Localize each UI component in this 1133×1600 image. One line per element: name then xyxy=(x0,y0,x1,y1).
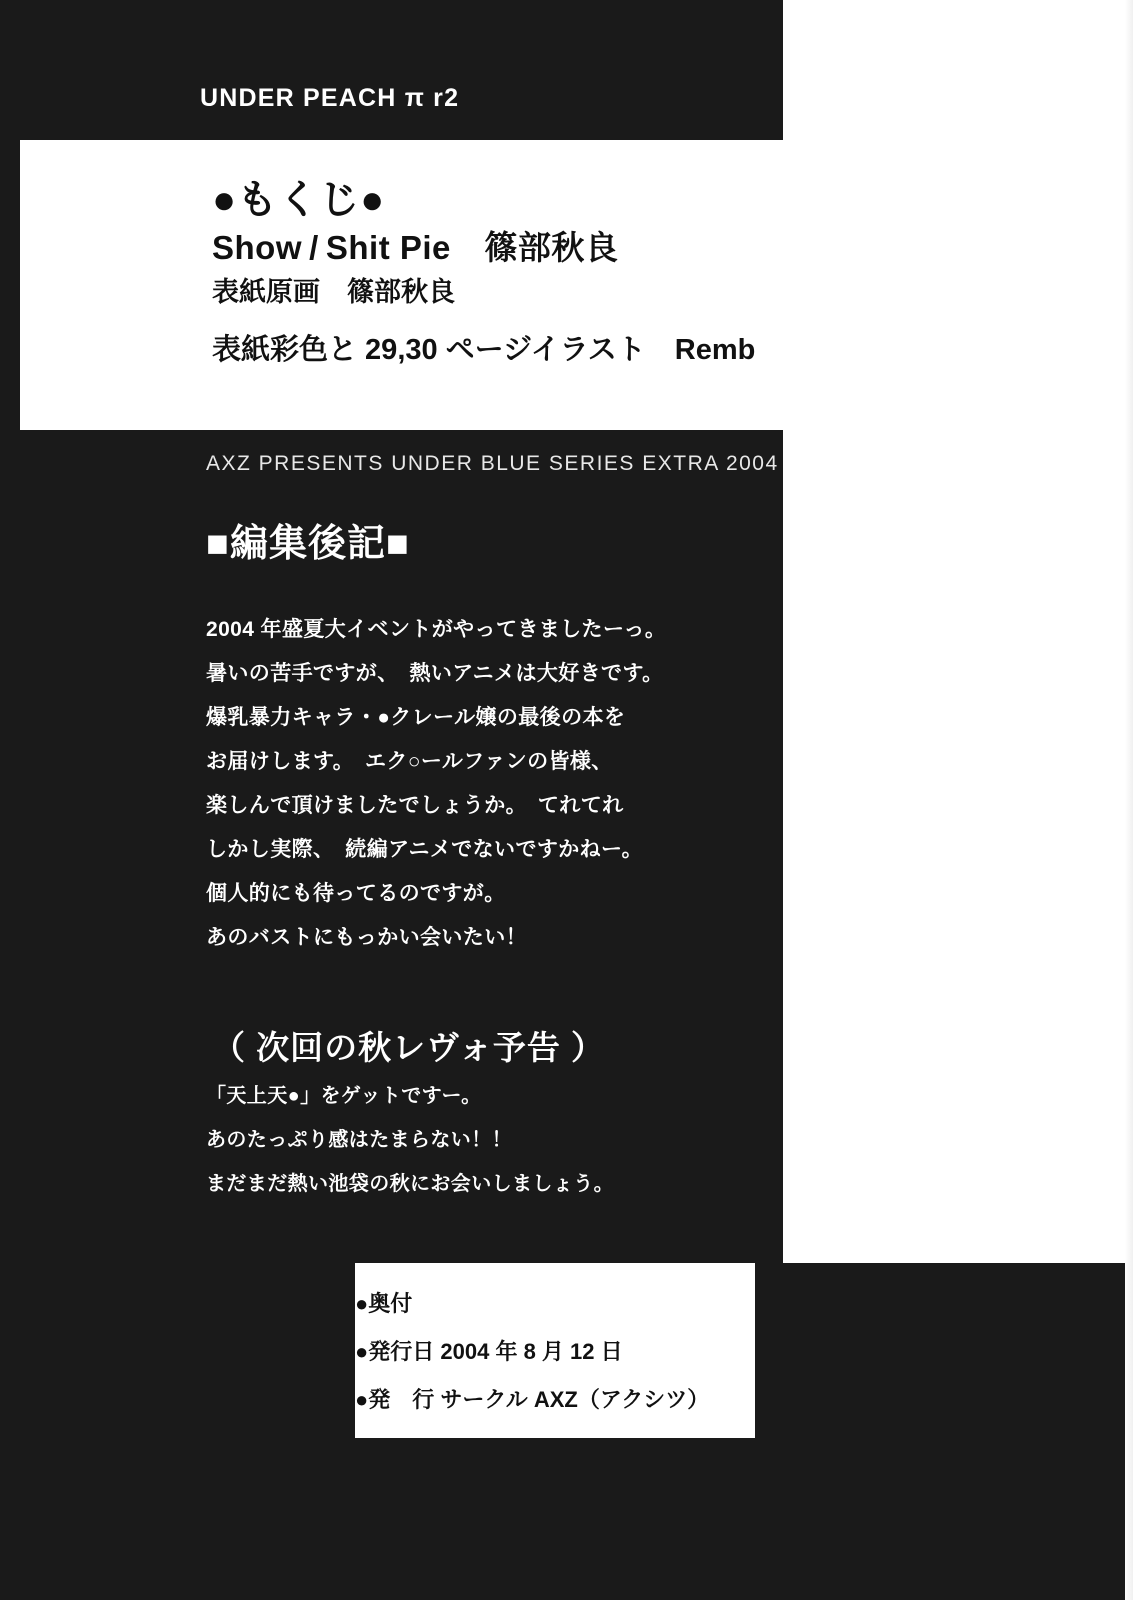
colophon-block xyxy=(355,1280,755,1424)
colophon-left-band xyxy=(0,1263,355,1600)
afterword-line: 2004 年盛夏大イベントがやってきましたーっ。 xyxy=(206,618,667,641)
afterword-line: 個人的にも待ってるのですが。 xyxy=(206,882,506,905)
right-lower-band xyxy=(755,1263,1133,1438)
next-issue-line: 「天上天●」をゲットですー。 xyxy=(206,1085,482,1107)
footer-band xyxy=(355,1438,1133,1600)
header-band xyxy=(0,0,783,140)
toc-credit-cover-art: 表紙原画 篠部秋良 xyxy=(212,277,455,307)
afterword-heading: ■編集後記■ xyxy=(206,523,410,565)
afterword-line: あのバストにもっかい会いたい！ xyxy=(206,926,527,949)
next-issue-line: あのたっぷり感はたまらない！！ xyxy=(206,1129,512,1151)
toc-credit-story: Show / Shit Pie 篠部秋良 xyxy=(212,229,619,266)
afterword-line: お届けします。 エク○ールファンの皆様、 xyxy=(206,750,613,773)
afterword-line: 楽しんで頂けましたでしょうか。 てれてれ xyxy=(206,794,624,817)
toc-heading: ●もくじ● xyxy=(212,178,386,222)
colophon-line: ●発 行 サークル AXZ（アクシツ） xyxy=(355,1387,710,1412)
next-issue-line: まだまだ熱い池袋の秋にお会いしましょう。 xyxy=(206,1173,614,1195)
afterword-line: 暑いの苦手ですが、 熱いアニメは大好きです。 xyxy=(206,662,664,685)
afterword-line: しかし実際、 続編アニメでないですかねー。 xyxy=(206,838,644,861)
colophon-line: ●発行日 2004 年 8 月 12 日 xyxy=(355,1339,623,1364)
colophon-line: ●奥付 xyxy=(355,1291,413,1316)
page-title: UNDER PEACH π r2 xyxy=(200,84,460,112)
next-issue-text xyxy=(206,1074,726,1206)
afterword-text xyxy=(206,608,726,960)
toc-left-rule xyxy=(0,140,20,430)
series-presents-line: AXZ PRESENTS UNDER BLUE SERIES EXTRA 2004 xyxy=(206,452,779,475)
paper-edge-shading xyxy=(1125,0,1133,1600)
afterword-line: 爆乳暴力キャラ・●クレール嬢の最後の本を xyxy=(206,706,626,729)
next-issue-heading: （ 次回の秋レヴォ予告 ） xyxy=(212,1029,606,1066)
toc-credit-color-illust: 表紙彩色と 29,30 ページイラスト Remb xyxy=(212,334,756,366)
